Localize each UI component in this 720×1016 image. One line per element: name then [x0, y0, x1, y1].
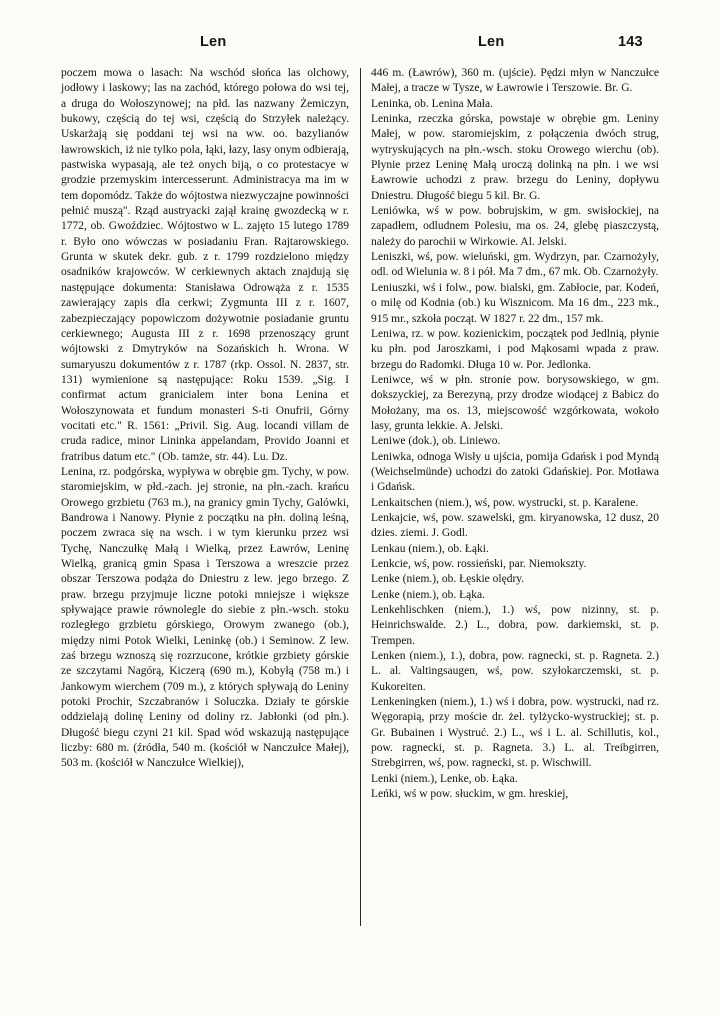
- entry-leniwka: Leniwka, odnoga Wisły u ujścia, pomija Gdańsk i pod Myndą (Weichselmünde) uchodzi do zatoki Gdańskiej. Por. Motława i Gdańsk.: [371, 450, 659, 494]
- entry-lenina-river-cont: 446 m. (Ławrów), 360 m. (ujście). Pędzi młyn w Nanczułce Małej, a tracze w Tysze, w Ławrowie i Terszowie. Br. G.: [371, 67, 659, 95]
- entry-leniowka: Leniówka, wś w pow. bobrujskim, w gm. swisłockiej, na zapadłem, odludnem Polesiu, ma os. 24, glebę piaszczystą, należy do parochii w Wirkowie. Al. Jelski.: [371, 205, 659, 248]
- running-head-right: Len: [478, 34, 505, 50]
- entry-leniwe: Leniwe (dok.), ob. Liniewo.: [371, 435, 501, 448]
- entry-lenki-slucki: Leńki, wś w pow. słuckim, w gm. hreskiej,: [371, 788, 569, 801]
- column-divider: [360, 68, 361, 926]
- entry-leninka-1: Leninka, ob. Lenina Mała.: [371, 97, 493, 110]
- entry-leniwa: Leniwa, rz. w pow. kozienickim, początek pod Jedlnią, płynie ku płn. pod Jaroszkami, i pod Mąkosami wpada z praw. brzegu do Radomki. Długa 10 w. Por. Jedlonka.: [371, 327, 659, 371]
- entry-leniszki: Leniszki, wś, pow. wieluński, gm. Wydrzyn, par. Czarnożyły, odl. od Wielunia w. 8 i pół. Ma 7 dm., 67 mk. Ob. Czarnożyły.: [371, 251, 659, 279]
- entry-lenke-1: Lenke (niem.), ob. Łęskie olędry.: [371, 573, 525, 586]
- entry-lenkeningken: Lenkeningken (niem.), 1.) wś i dobra, pow. wystrucki, nad rz. Węgorapią, przy moście dr. żel. tylżycko-wystruckiej; st. p. Gr. Bubainen i Wystruć. 2.) L., wś i L. al. Schillutis, kol., pow. ragnecki, st. p. Ragneta. 3.) L. al. Treibgirren, Strebgirren, wś, pow. ragnecki, st. p. Wischwill.: [371, 696, 659, 770]
- entry-lenkcie: Lenkcie, wś, pow. rossieński, par. Niemokszty.: [371, 558, 587, 570]
- entry-lenina-river: Lenina, rz. podgórska, wypływa w obrębie gm. Tychy, w pow. staromiejskim, w płd.-zach. jej stronie, na płn.-zach. krańcu Orowego grzbietu (763 m.), na granicy gmin Tychy, Galówki, Bandrowa i Nanowy. Płynie z początku na płn. doliną leśną, poczem zwraca się na wsch. i w tym kierunku przez wsi Tychę, Nanczułkę Małą i Wielką, przez Ławrów, Leninę Wielką, granicą gmin Spasa i Terszowa a wreszcie przez obszar Terszowa podąża do Dniestru z lew. jego brzego. Z praw. brzegu przyjmuje liczne potoki mniejsze i większe spływające prawie równolegle do siebie z płn.-wsch. stoku rozległego grzbietu górskiego, Orowym zwanego (ob.), między nimi Potok Wielki, Leninkę (ob.) i Seminow. Z lew. zaś brzegu wznoszą się rozrzucone, krótkie grzbiety górskie ze szczytami Nagórą, Kiczerą (690 m.), Kobyłą (758 m.) i Jankowym wierchem (709 m.), z których spływają do Leniny potoki Prochir, Szczabranów i Soluczka. Działy te górskie oddzielają dolinę Leniny od doliny rz. Jabłonki (od płn.). Długość biegu czyni 21 kil. Spad wód wskazują następujące liczby: 680 m. (źródła, 540 m. (kościół w Nanczułce Małej), 503 m. (kościół w Nanczułce Wielkiej),: [61, 465, 349, 770]
- entry-lenki: Lenki (niem.), Lenke, ob. Łąka.: [371, 772, 518, 785]
- right-column: [371, 66, 659, 803]
- entry-leniwce: Leniwce, wś w płn. stronie pow. borysowskiego, w gm. dokszyckiej, za Berezyną, przy drodze wiodącej z Babicz do Mołożany, ma os. 13, miejscowość wzgórkowata, wokoło lasy, grunta lekkie. A. Jelski.: [371, 373, 659, 432]
- entry-lenken: Lenken (niem.), 1.), dobra, pow. ragnecki, st. p. Ragneta. 2.) L. al. Valtingsaugen, wś, pow. szyłokarczemski, st. p. Kukoreiten.: [371, 650, 659, 693]
- page-number: 143: [618, 34, 643, 50]
- entry-lenkaitschen: Lenkaitschen (niem.), wś, pow. wystrucki, st. p. Karalene.: [371, 496, 639, 509]
- entry-lenkau: Lenkau (niem.), ob. Łąki.: [371, 542, 489, 555]
- running-head-left: Len: [200, 34, 227, 50]
- entry-leniuszki: Leniuszki, wś i folw., pow. bialski, gm. Zabłocie, par. Kodeń, o milę od Kodnia (ob.) ku Wisznicom. Ma 16 dm., 223 mk., 915 mr., szkoła począt. W 1827 r. 22 dm., 157 mk.: [371, 281, 659, 325]
- entry-lenke-2: Lenke (niem.), ob. Łąka.: [371, 588, 485, 601]
- entry-lenina-village-cont: poczem mowa o lasach: Na wschód słońca las olchowy, jodłowy i laskowy; las na zachód, którego połowa do wsi tej, a druga do Wołoszynowej; na płd. las nazwany Żemiczyn, bukowy, częścią do tej wsi, częścią do Strzyłek należący. Uskarżają się poddani tej wsi na ww. oo. bazylianów ławrowskich, iż nie tylko pola, łąki, łazy, lasy onym odbierają, pastwiska wypasają, ale też onych biją, o co protestacye w grodzie przemyskim intercesserunt. Administracya ma im w tem dopomódz. Także do wójtostwa niezwyczajne powinności pełnić muszą". Rząd austryacki zajął krainę gwozdecką w r. 1772, ob. Gwoździec. Wójtostwo w L. zajęto 15 lutego 1789 r. Było ono wówczas w posiadaniu Fran. Rajtarowskiego. Grunta w skutek dekr. gub. z r. 1799 rozdzielono między osadników krajowców. W cerkiewnych aktach znajdują się następujące dokumenta: Stanisława Odrowąża z r. 1535 zawierający zapis dla cerkwi; Zygmunta III z r. 1607, zabezpieczający popowiczom dożywotnie posiadanie gruntu cerkiewnego; Augusta III z r. 1698 przenoszący grunt wójtowski z Dmytryków na Sozańskich h. Wrona. W sumaryuszu dokumentów z r. 1787 (rkp. Ossol. N. 2837, str. 131) wymienione są następujące: Roku 1539. „Sig. I confirmat actum granicialem inter bona Lenina et Wołoszynowata et fundum monasteri S-ti Onufrii, Górny vocitati etc." R. 1561: „Privil. Sig. Aug. locandi villam de cruda radice, minor Lininka appelandam, Provido Joanni et fratribus datum etc." (Ob. tamże, str. 44). Lu. Dz.: [61, 67, 349, 463]
- entry-leninka-2: Leninka, rzeczka górska, powstaje w obrębie gm. Leniny Małej, w pow. staromiejskim, z połączenia dwóch strug, wytryskujących na płn.-wsch. stoku Orowego wierchu (ob). Płynie przez Leninę Małą uroczą dolinką na płn. i we wsi Ławrowie uchodzi z praw. brzegu do Leniny, dopływu Dniestru. Długość biegu 5 kil. Br. G.: [371, 113, 659, 202]
- entry-lenkajcie: Lenkajcie, wś, pow. szawelski, gm. kiryanowska, 12 dusz, 20 dzies. ziemi. J. Godl.: [371, 511, 659, 540]
- left-column: [61, 66, 349, 772]
- entry-lenkehlischken: Lenkehlischken (niem.), 1.) wś, pow nizinny, st. p. Heinrichswalde. 2.) L., dobra, pow. darkiemski, st. p. Trempen.: [371, 604, 659, 647]
